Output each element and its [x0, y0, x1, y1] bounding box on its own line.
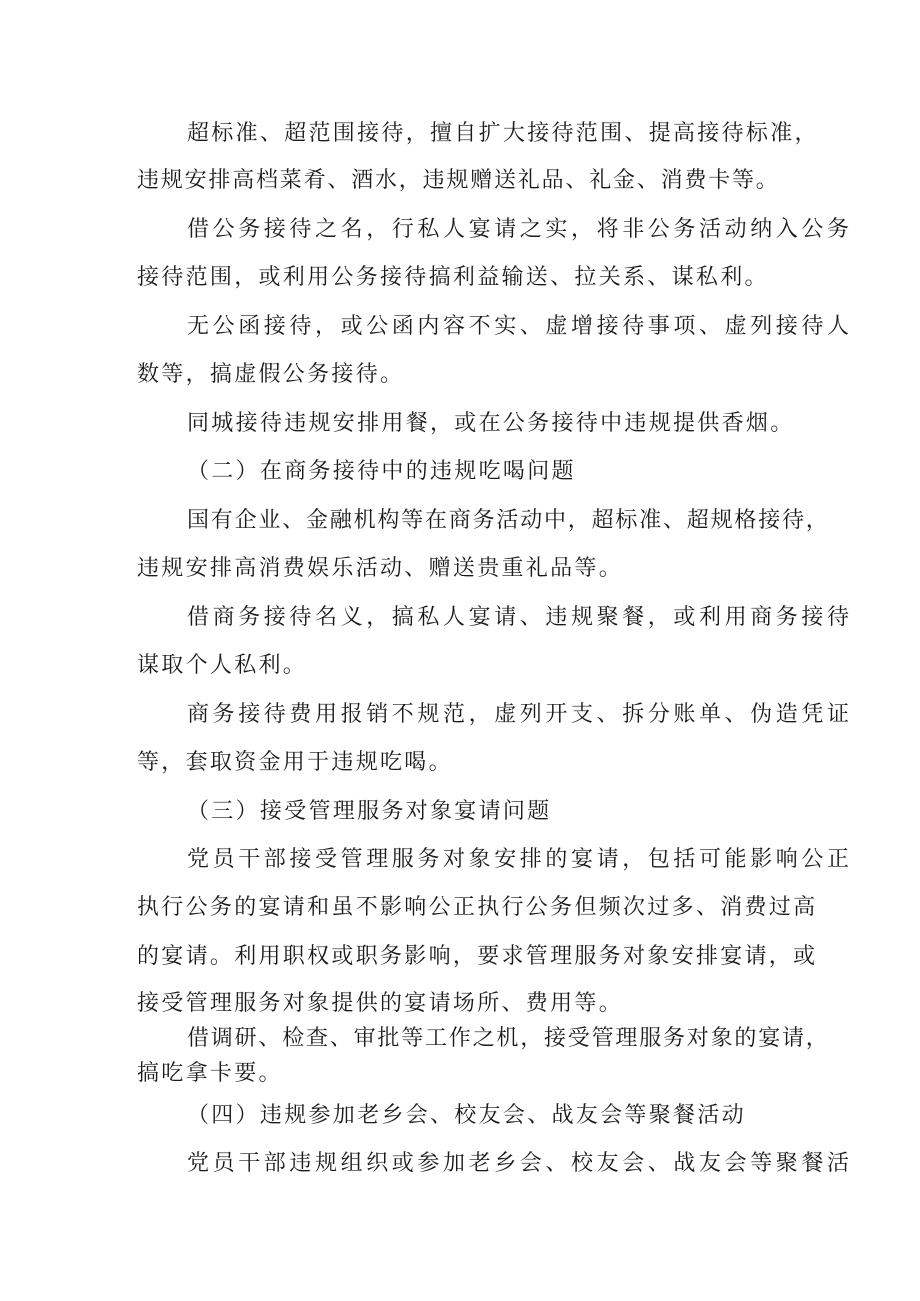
paragraph-line: 同城接待违规安排用餐，或在公务接待中违规提供香烟。: [187, 411, 795, 436]
section-heading: （四）违规参加老乡会、校友会、战友会等聚餐活动: [187, 1103, 746, 1128]
paragraph-line: 借调研、检查、审批等工作之机，接受管理服务对象的宴请，: [187, 1026, 830, 1051]
paragraph-line: 的宴请。利用职权或职务影响，要求管理服务对象安排宴请，或: [137, 944, 818, 969]
paragraph-line: 数等，搞虚假公务接待。: [137, 362, 405, 387]
paragraph-line: 接受管理服务对象提供的宴请场所、费用等。: [137, 991, 624, 1016]
paragraph-line: 借公务接待之名，行私人宴请之实，将非公务活动纳入公务: [187, 217, 853, 242]
paragraph-line: 谋取个人私利。: [137, 653, 308, 678]
paragraph-line: 党员干部接受管理服务对象安排的宴请，包括可能影响公正: [187, 847, 853, 872]
section-heading: （二）在商务接待中的违规吃喝问题: [187, 459, 576, 484]
paragraph-line: 等，套取资金用于违规吃喝。: [137, 750, 453, 775]
paragraph-line: 超标准、超范围接待，擅自扩大接待范围、提高接待标准，: [187, 121, 819, 146]
paragraph-line: 接待范围，或利用公务接待搞利益输送、拉关系、谋私利。: [137, 265, 769, 290]
paragraph-line: 违规安排高档菜肴、酒水，违规赠送礼品、礼金、消费卡等。: [137, 168, 780, 193]
paragraph-line: 党员干部违规组织或参加老乡会、校友会、战友会等聚餐活: [187, 1151, 853, 1176]
paragraph-line: 违规安排高消费娱乐活动、赠送贵重礼品等。: [137, 556, 624, 581]
paragraph-line: 借商务接待名义，搞私人宴请、违规聚餐，或利用商务接待: [187, 605, 853, 630]
paragraph-line: 搞吃拿卡要。: [137, 1061, 283, 1086]
paragraph-line: 国有企业、金融机构等在商务活动中，超标准、超规格接待，: [187, 508, 830, 533]
paragraph-line: 商务接待费用报销不规范，虚列开支、拆分账单、伪造凭证: [187, 702, 853, 727]
paragraph-line: 执行公务的宴请和虽不影响公正执行公务但频次过多、消费过高: [137, 895, 818, 920]
section-heading: （三）接受管理服务对象宴请问题: [187, 799, 552, 824]
paragraph-line: 无公函接待，或公函内容不实、虚增接待事项、虚列接待人: [187, 314, 853, 339]
